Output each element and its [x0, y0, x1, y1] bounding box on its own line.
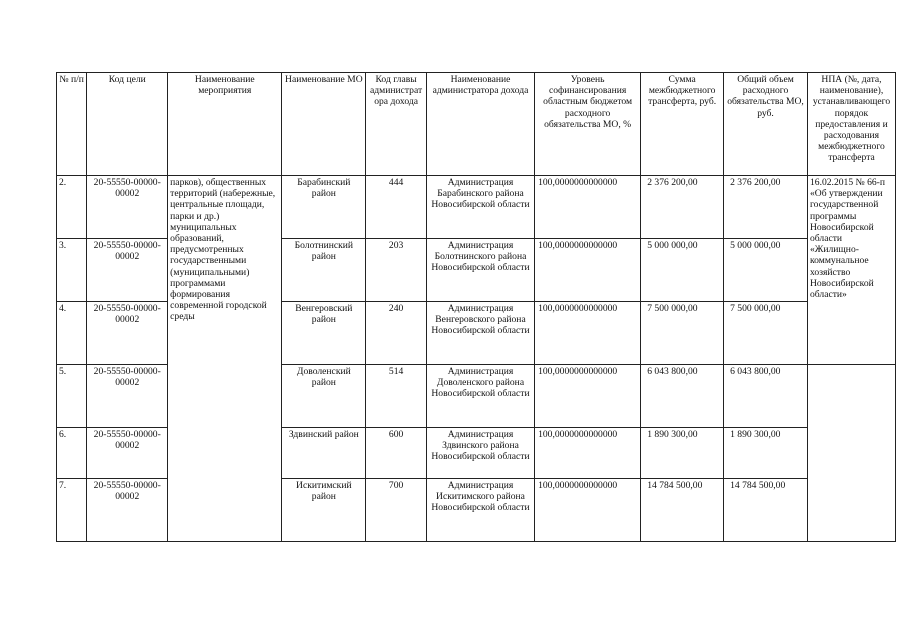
header-transfer-sum: Сумма межбюджетного трансферта, руб. [641, 73, 724, 176]
header-total-obligation: Общий объем расходного обязательства МО, руб. [724, 73, 808, 176]
cell-mo-name: Доволенский район [282, 365, 366, 428]
cell-num: 4. [57, 302, 87, 365]
cell-mo-name: Барабинский район [282, 176, 366, 239]
cell-level: 100,0000000000000 [535, 239, 641, 302]
cell-goal-code: 20-55550-00000-00002 [87, 176, 168, 239]
header-npa: НПА (№, дата, наименование), устанавливающего порядок предоставления и расходования межбюджетного трансферта [807, 73, 895, 176]
cell-admin-code: 514 [366, 365, 427, 428]
header-mo-name: Наименование МО [282, 73, 366, 176]
cell-total: 1 890 300,00 [724, 428, 808, 479]
cell-admin-name: Администрация Болотнинского района Новосибирской области [426, 239, 534, 302]
cell-admin-name: Администрация Венгеровского района Новосибирской области [426, 302, 534, 365]
cell-transfer: 7 500 000,00 [641, 302, 724, 365]
cell-goal-code: 20-55550-00000-00002 [87, 479, 168, 542]
cell-admin-name: Администрация Здвинского района Новосибирской области [426, 428, 534, 479]
cell-level: 100,0000000000000 [535, 428, 641, 479]
cell-admin-code: 600 [366, 428, 427, 479]
header-goal-code: Код цели [87, 73, 168, 176]
cell-transfer: 5 000 000,00 [641, 239, 724, 302]
header-num: № п/п [57, 73, 87, 176]
header-cofinancing-level: Уровень софинансирования областным бюджетом расходного обязательства МО, % [535, 73, 641, 176]
table-header-row [57, 73, 896, 176]
cell-transfer: 14 784 500,00 [641, 479, 724, 542]
cell-mo-name: Искитимский район [282, 479, 366, 542]
cell-transfer: 2 376 200,00 [641, 176, 724, 239]
cell-transfer: 6 043 800,00 [641, 365, 724, 428]
transfer-table [56, 72, 896, 542]
cell-event-name: парков), общественных территорий (набережные, центральные площади, парки и др.) муниципальных образований, предусмотренных государственными (муниципальными) программами формирования современной городской среды [168, 176, 282, 542]
header-chief-admin-code: Код главы администратора дохода [366, 73, 427, 176]
cell-goal-code: 20-55550-00000-00002 [87, 428, 168, 479]
header-event-name: Наименование мероприятия [168, 73, 282, 176]
cell-admin-name: Администрация Барабинского района Новосибирской области [426, 176, 534, 239]
table-row [57, 176, 896, 239]
cell-goal-code: 20-55550-00000-00002 [87, 365, 168, 428]
header-income-admin-name: Наименование администратора дохода [426, 73, 534, 176]
cell-num: 7. [57, 479, 87, 542]
cell-admin-code: 444 [366, 176, 427, 239]
cell-total: 2 376 200,00 [724, 176, 808, 239]
cell-num: 3. [57, 239, 87, 302]
cell-npa: 16.02.2015 № 66-п «Об утверждении государственной программы Новосибирской области «Жилищно-коммунальное хозяйство Новосибирской области» [807, 176, 895, 365]
cell-mo-name: Венгеровский район [282, 302, 366, 365]
cell-admin-name: Администрация Искитимского района Новосибирской области [426, 479, 534, 542]
cell-admin-name: Администрация Доволенского района Новосибирской области [426, 365, 534, 428]
cell-num: 5. [57, 365, 87, 428]
cell-total: 6 043 800,00 [724, 365, 808, 428]
cell-goal-code: 20-55550-00000-00002 [87, 302, 168, 365]
cell-admin-code: 203 [366, 239, 427, 302]
cell-goal-code: 20-55550-00000-00002 [87, 239, 168, 302]
cell-num: 6. [57, 428, 87, 479]
cell-level: 100,0000000000000 [535, 176, 641, 239]
cell-level: 100,0000000000000 [535, 479, 641, 542]
cell-num: 2. [57, 176, 87, 239]
cell-total: 14 784 500,00 [724, 479, 808, 542]
cell-admin-code: 700 [366, 479, 427, 542]
cell-level: 100,0000000000000 [535, 302, 641, 365]
cell-level: 100,0000000000000 [535, 365, 641, 428]
cell-mo-name: Болотнинский район [282, 239, 366, 302]
cell-transfer: 1 890 300,00 [641, 428, 724, 479]
cell-npa-empty [807, 365, 895, 542]
cell-mo-name: Здвинский район [282, 428, 366, 479]
cell-admin-code: 240 [366, 302, 427, 365]
cell-total: 7 500 000,00 [724, 302, 808, 365]
cell-total: 5 000 000,00 [724, 239, 808, 302]
